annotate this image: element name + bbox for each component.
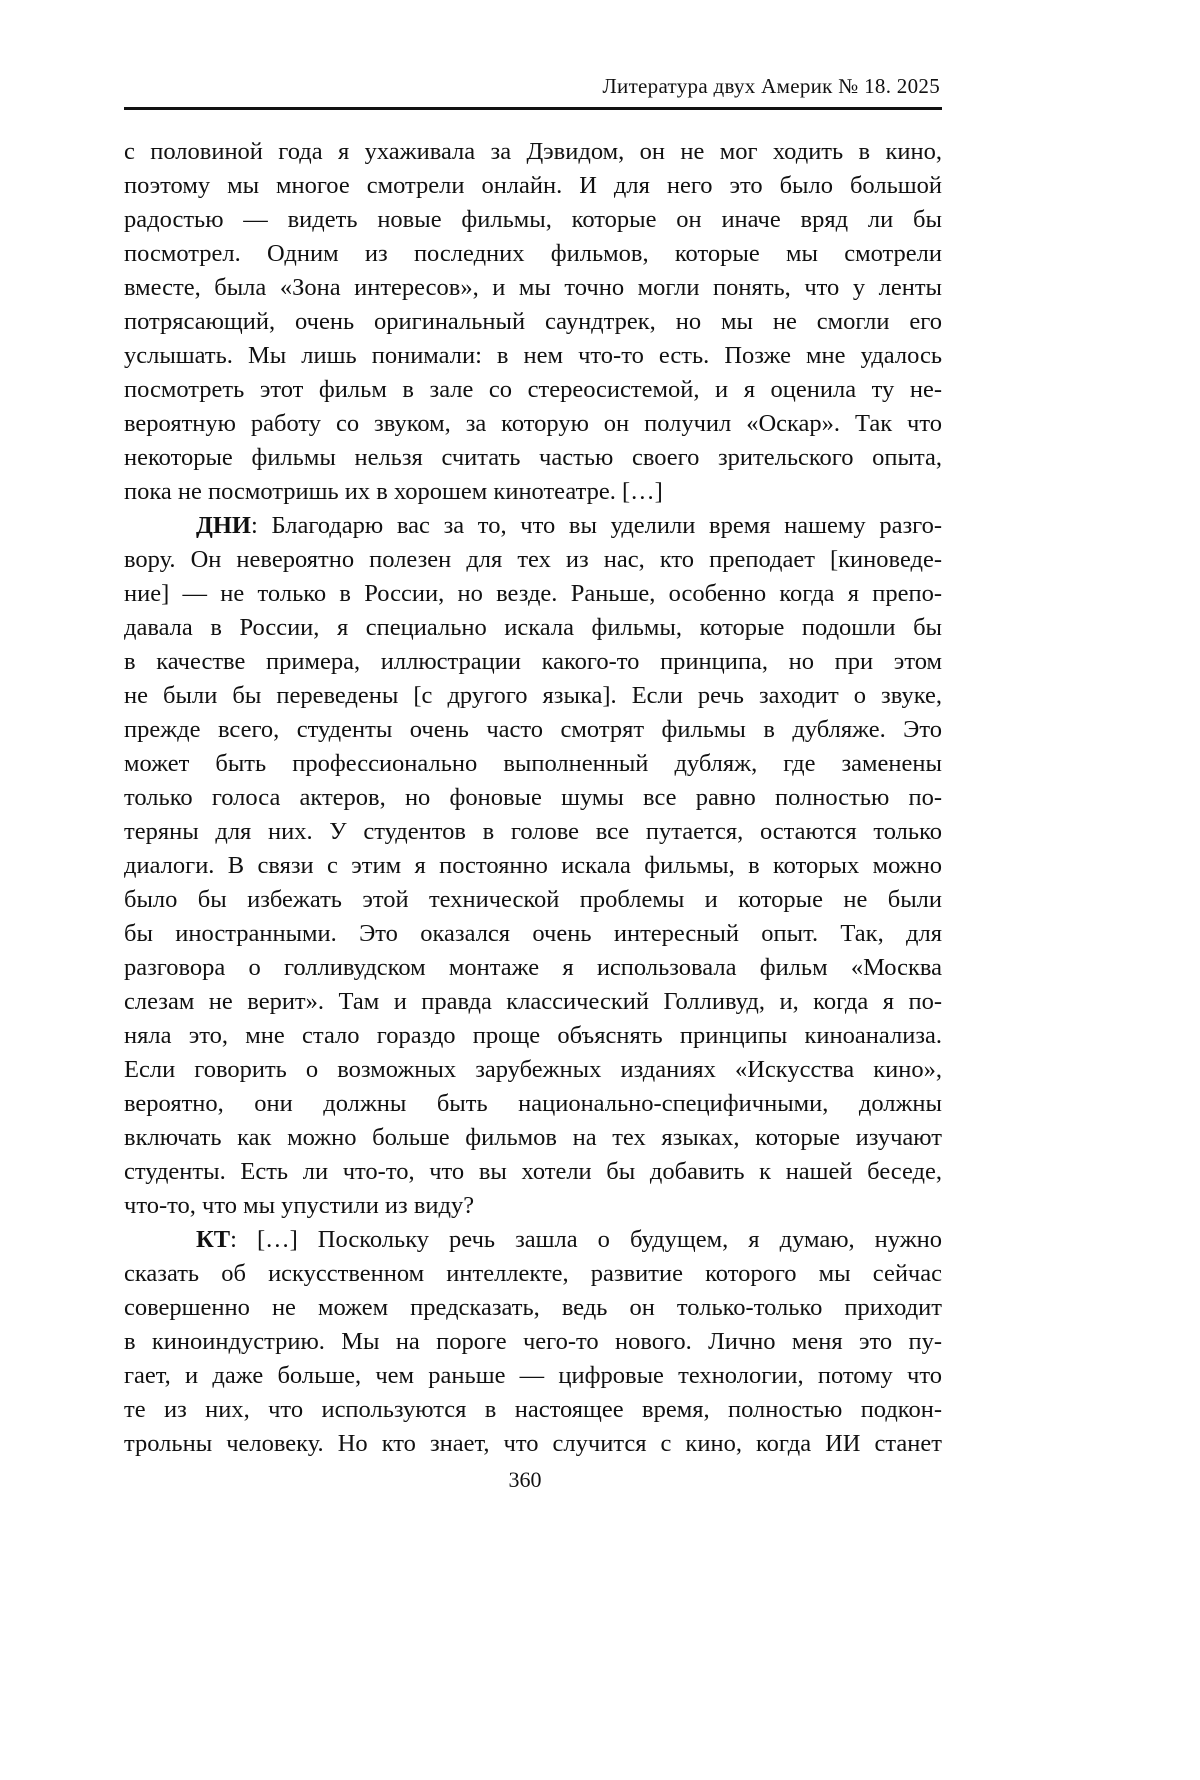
article-body xyxy=(124,135,942,1461)
text-line: посмотреть этот фильм в зале со стереосистемой, и я оценила ту не- xyxy=(124,376,942,403)
text-line: услышать. Мы лишь понимали: в нем что-то есть. Позже мне удалось xyxy=(124,342,942,369)
text-line: вероятную работу со звуком, за которую он получил «Оскар». Так что xyxy=(124,410,942,437)
text-line: давала в России, я специально искала фильмы, которые подошли бы xyxy=(124,614,942,641)
text-line: посмотрел. Одним из последних фильмов, которые мы смотрели xyxy=(124,240,942,267)
journal-title: Литература двух Америк № 18. 2025 xyxy=(602,74,940,98)
text-line: сказать об искусственном интеллекте, развитие которого мы сейчас xyxy=(124,1260,942,1287)
text-line: вместе, была «Зона интересов», и мы точно могли понять, что у ленты xyxy=(124,274,942,301)
page-number: 360 xyxy=(508,1467,542,1492)
text-line: не были бы переведены [с другого языка]. Если речь заходит о звуке, xyxy=(124,682,942,709)
speaker-line-text: : […] Поскольку речь зашла о будущем, я думаю, нужно xyxy=(230,1226,942,1253)
text-line: прежде всего, студенты очень часто смотрят фильмы в дубляже. Это xyxy=(124,716,942,743)
text-line: включать как можно больше фильмов на тех языках, которые изучают xyxy=(124,1124,942,1151)
text-line: было бы избежать этой технической проблемы и которые не были xyxy=(124,886,942,913)
text-line: поэтому мы многое смотрели онлайн. И для него это было большой xyxy=(124,172,942,199)
text-line: в качестве примера, иллюстрации какого-то принципа, но при этом xyxy=(124,648,942,675)
text-line: теряны для них. У студентов в голове все путается, остаются только xyxy=(124,818,942,845)
text-line: бы иностранными. Это оказался очень интересный опыт. Так, для xyxy=(124,920,942,947)
text-line: вору. Он невероятно полезен для тех из нас, кто преподает [киноведе- xyxy=(124,546,942,573)
text-line: что-то, что мы упустили из виду? xyxy=(124,1192,475,1219)
text-line: пока не посмотришь их в хорошем кинотеатре. […] xyxy=(124,478,663,505)
running-header xyxy=(124,70,942,110)
speaker-line xyxy=(124,509,942,543)
text-line: разговора о голливудском монтаже я использовала фильм «Москва xyxy=(124,954,942,981)
text-line: студенты. Есть ли что-то, что вы хотели бы добавить к нашей беседе, xyxy=(124,1158,942,1185)
text-line: те из них, что используются в настоящее время, полностью подкон- xyxy=(124,1396,942,1423)
text-line: слезам не верит». Там и правда классический Голливуд, и, когда я по- xyxy=(124,988,942,1015)
text-line: няла это, мне стало гораздо проще объяснять принципы киноанализа. xyxy=(124,1022,942,1049)
text-line: потрясающий, очень оригинальный саундтрек, но мы не смогли его xyxy=(124,308,942,335)
text-line: диалоги. В связи с этим я постоянно искала фильмы, в которых можно xyxy=(124,852,942,879)
text-line: вероятно, они должны быть национально-специфичными, должны xyxy=(124,1090,942,1117)
text-line: гает, и даже больше, чем раньше — цифровые технологии, потому что xyxy=(124,1362,942,1389)
text-line: радостью — видеть новые фильмы, которые он иначе вряд ли бы xyxy=(124,206,942,233)
text-line: с половиной года я ухаживала за Дэвидом, он не мог ходить в кино, xyxy=(124,138,942,165)
text-line: только голоса актеров, но фоновые шумы все равно полностью по- xyxy=(124,784,942,811)
speaker-label: КТ xyxy=(196,1226,231,1253)
text-line: некоторые фильмы нельзя считать частью своего зрительского опыта, xyxy=(124,444,942,471)
text-line: Если говорить о возможных зарубежных изданиях «Искусства кино», xyxy=(124,1056,942,1083)
text-line: может быть профессионально выполненный дубляж, где заменены xyxy=(124,750,942,777)
text-line: совершенно не можем предсказать, ведь он только-только приходит xyxy=(124,1294,942,1321)
text-line: в киноиндустрию. Мы на пороге чего-то нового. Лично меня это пу- xyxy=(124,1328,942,1355)
speaker-line-text: : Благодарю вас за то, что вы уделили время нашему разго- xyxy=(250,512,942,539)
text-line: трольны человеку. Но кто знает, что случится с кино, когда ИИ станет xyxy=(124,1430,942,1457)
speaker-line xyxy=(124,1223,942,1257)
speaker-label: ДНИ xyxy=(196,512,251,539)
text-line: ние] — не только в России, но везде. Раньше, особенно когда я препо- xyxy=(124,580,942,607)
